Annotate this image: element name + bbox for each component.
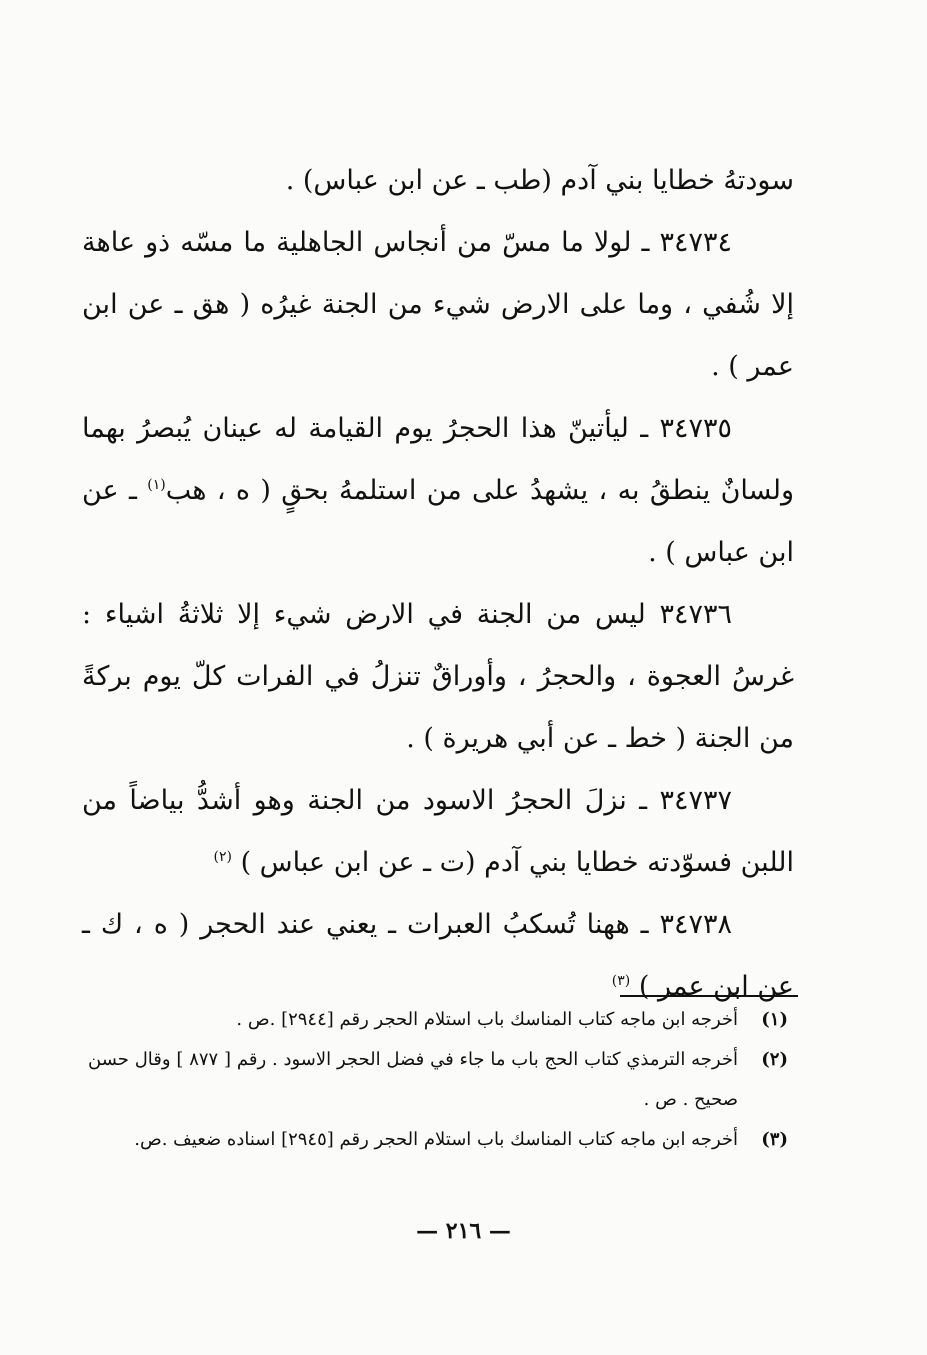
footnote-ref-3: (٣)	[611, 973, 631, 989]
footnote-number: (٢)	[761, 1049, 788, 1070]
hadith-34735	[82, 398, 794, 584]
hadith-text: ٣٤٧٣٥ ـ ليأتينّ هذا الحجرُ يوم القيامة له عينان يُبصرُ بهما ولسانٌ ينطقُ به ، يشهدُ على من استلمهُ بحقٍ ( ه ، هب	[82, 413, 794, 506]
hadith-text: ٣٤٧٣٧ ـ نزلَ الحجرُ الاسود من الجنة وهو أشدُّ بياضاً من اللبن فسوّدته خطايا بني آدم (ت ـ عن ابن عباس )	[82, 785, 794, 878]
footnote-item	[88, 1120, 788, 1160]
footnote-item	[88, 1040, 788, 1120]
footnote-text: أخرجه الترمذي كتاب الحج باب ما جاء في فضل الحجر الاسود . رقم [ ٨٧٧ ] وقال حسن صحيح . ص .	[88, 1049, 738, 1110]
footnote-ref-2: (٢)	[213, 849, 232, 865]
footnote-number: (١)	[761, 1009, 788, 1030]
continuation-paragraph: سودتهُ خطايا بني آدم (طب ـ عن ابن عباس) .	[285, 165, 794, 196]
footnote-divider	[620, 995, 798, 997]
main-text	[82, 150, 794, 1018]
page-number: — ٢١٦ —	[416, 1218, 511, 1244]
hadith-34736: ٣٤٧٣٦ ليس من الجنة في الارض شيء إلا ثلاثةُ اشياء : غرسُ العجوة ، والحجرُ ، وأوراقٌ تنزلُ في الفرات كلّ يوم بركةً من الجنة ( خط ـ عن أبي هريرة ) .	[82, 599, 794, 754]
footnote-number: (٣)	[761, 1129, 788, 1150]
footnote-item	[88, 1000, 788, 1040]
hadith-text: ٣٤٧٣٨ ـ ههنا تُسكبُ العبرات ـ يعني عند الحجر ( ه ، ك ـ عن ابن عمر )	[82, 909, 794, 1002]
hadith-34734: ٣٤٧٣٤ ـ لولا ما مسّ من أنجاس الجاهلية ما مسّه ذو عاهة إلا شُفي ، وما على الارض شيء من الجنة غيرُه ( هق ـ عن ابن عمر ) .	[82, 227, 794, 382]
footnotes	[88, 1000, 788, 1160]
hadith-34737	[82, 770, 794, 894]
footnote-text: أخرجه ابن ماجه كتاب المناسك باب استلام الحجر رقم [٢٩٤٥] اسناده ضعيف .ص.	[134, 1129, 738, 1150]
hadith-source: ـ عن ابن عباس ) .	[82, 475, 794, 568]
footnote-ref-1: (١)	[147, 477, 166, 493]
footnote-text: أخرجه ابن ماجه كتاب المناسك باب استلام الحجر رقم [٢٩٤٤] .ص .	[236, 1009, 738, 1030]
